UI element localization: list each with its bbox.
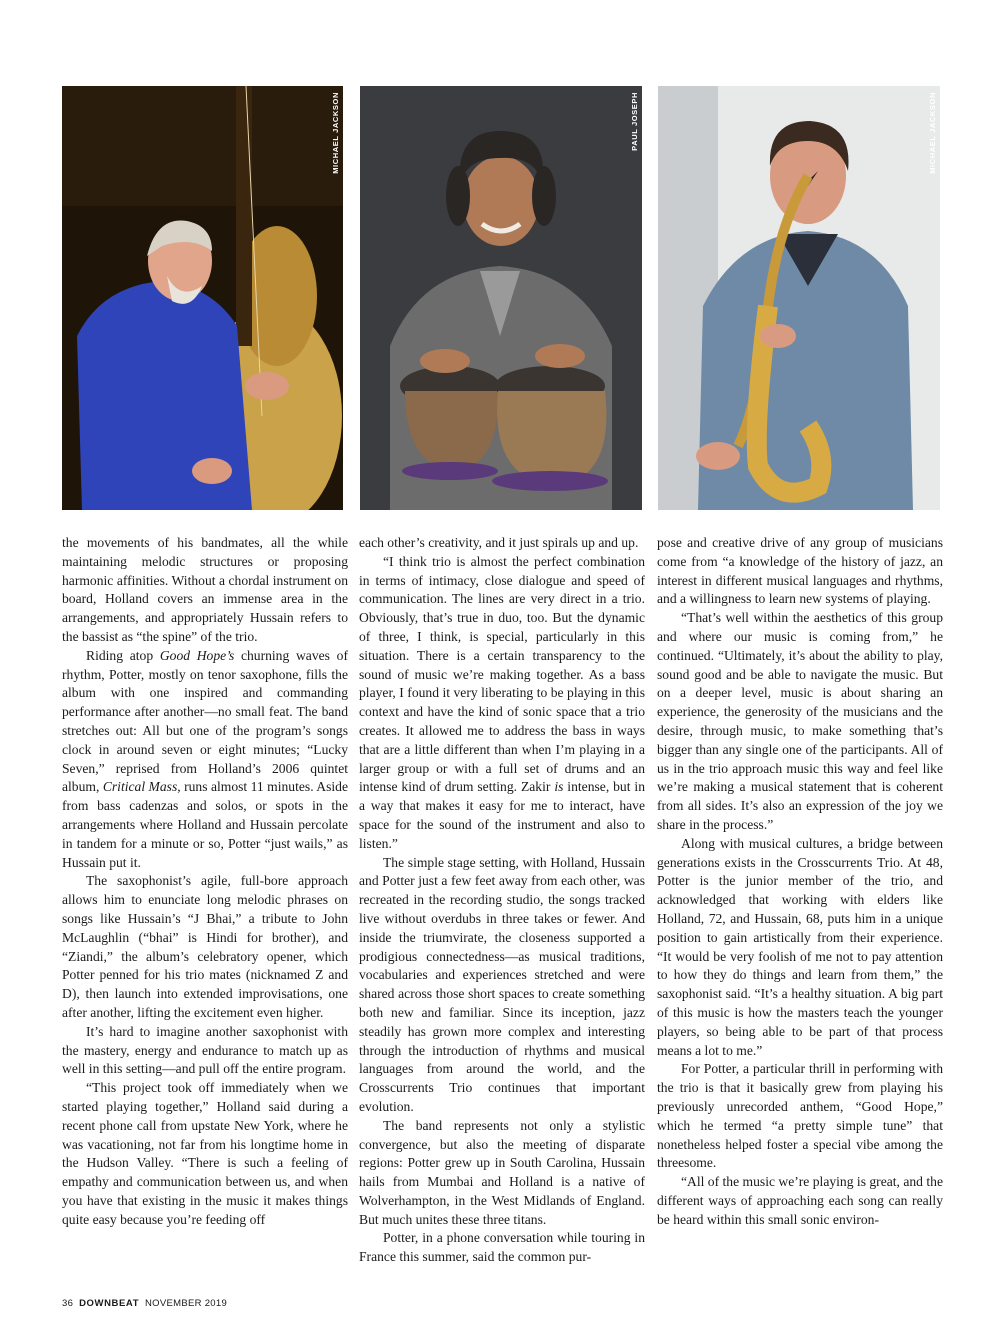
paragraph: “That’s well within the aesthetics of this group and where our music is coming from,” he continued. “Ultimately, it’s about the ability to play, sound good and be able to navigate the music. But on a deeper level, music is about sharing an experience, the generosity of the musicians and the desire, through music, to make something that’s bigger than any single one of the participants. All of us in the trio approach music this way and feel like we’re making a musical statement that is coherent from all sides. It’s also an expression of the joy we share in the process.” — [657, 610, 943, 832]
photo-credit: PAUL JOSEPH — [630, 92, 639, 151]
paragraph: “This project took off immediately when we started playing together,” Holland said during a recent phone call from upstate New York, where he was vacationing, not far from his longtime home in the Hudson Valley. “There is such a feeling of empathy and communication between us, and when you have that existing in the music it makes things quite easy because you’re feeding off — [62, 1080, 348, 1227]
article-column-3 — [657, 534, 943, 1229]
photo-tabla-player — [360, 86, 642, 510]
bassist-image — [62, 86, 343, 510]
article-column-1 — [62, 534, 348, 1229]
paragraph: the movements of his bandmates, all the while maintaining melodic structures or proposing harmonic affinities. Without a chordal instrument on board, Holland covers an immense area in the arrangements, and appropriately Hussain refers to the bassist as “the spine” of the trio. — [62, 535, 348, 644]
album-title: Critical Mass — [102, 779, 178, 795]
paragraph: It’s hard to imagine another saxophonist with the mastery, energy and endurance to match up as well in this setting—and pull off the entire program. — [62, 1023, 348, 1077]
text-run: “I think trio is almost the perfect combination in terms of intimacy, close dialogue and speed of communication. The lines are very direct in a trio. Obviously, that’s true in duo, too. But the dynamic of three, I think, is special, particularly in this situation. There is a certain transparency to the sound of music we’re making together. As a bass player, I found it very liberating to be playing in this context and have the kind of sonic space that a trio creates. It allowed me to address the bass in ways that are a little different than when I’m playing in a larger group or with a full set of drums and an intense kind of drum setting. Zakir — [359, 553, 645, 795]
paragraph: “All of the music we’re playing is great, and the different ways of approaching each song can really be heard within this small sonic environ- — [657, 1174, 943, 1227]
paragraph: The saxophonist’s agile, full-bore approach allows him to enunciate long melodic phrases on songs like Hussain’s “J Bhai,” a tribute to John McLaughlin (“bhai” is Hindi for brother), and “Ziandi,” the album’s celebratory opener, which Potter penned for his trio mates (nicknamed Z and D), then launch into extended improvisations, one after another, lifting the excitement even higher. — [62, 873, 348, 1020]
text-run: intense, but in a way that makes it easy for me to interact, have space for the sound of the instrument and also to listen.” — [359, 779, 646, 851]
paragraph: The simple stage setting, with Holland, Hussain and Potter just a few feet away from each other, was recreated in the recording studio, the songs tracked live without overdubs in three takes or fewer. And inside the triumvirate, the closeness supported a prodigious connectedness—as musical traditions, vocabularies and experiences stretched and were shared across those short spaces to create something both new and familiar. Since its inception, jazz steadily has grown more complex and interesting through the introduction of rhythms and musical languages from around the world, and the Crosscurrents Trio continues that important evolution. — [359, 854, 645, 1114]
photo-credit: MICHAEL JACKSON — [331, 92, 340, 174]
paragraph: Potter, in a phone conversation while touring in France this summer, said the common pur- — [359, 1230, 645, 1265]
paragraph: The band represents not only a stylistic convergence, but also the meeting of disparate regions: Potter grew up in South Carolina, Hussain hails from Mumbai and Holland is a native of Wolverhampton, in the West Midlands of England. But much unites these three titans. — [359, 1117, 645, 1227]
paragraph: pose and creative drive of any group of musicians come from “a knowledge of the history of jazz, an interest in different musical languages and rhythms, and a willingness to learn new systems of playing. — [657, 535, 943, 607]
paragraph — [62, 647, 348, 873]
paragraph — [359, 553, 645, 854]
page-footer — [62, 1298, 227, 1309]
page-number: 36 — [62, 1298, 74, 1309]
text-run: Riding atop — [86, 647, 160, 663]
emphasis: is — [554, 779, 564, 795]
magazine-name: DOWNBEAT — [79, 1298, 140, 1309]
photo-saxophonist — [658, 86, 940, 510]
paragraph: each other’s creativity, and it just spirals up and up. — [359, 535, 639, 550]
album-title: Good Hope’s — [159, 647, 235, 663]
text-run: , runs almost 11 minutes. Aside from bass cadenzas and solos, or spots in the arrangements where Holland and Hussain percolate in tandem for a minute or so, Potter “just wails,” as Hussain put it. — [62, 779, 349, 870]
paragraph: For Potter, a particular thrill in performing with the trio is that it basically grew from playing his previously unrecorded anthem, “Good Hope,” which he termed “a pretty simple tune” that nonetheless helped foster a special vibe among the threesome. — [657, 1061, 943, 1171]
photo-bassist — [62, 86, 343, 510]
saxophonist-image — [658, 86, 940, 510]
text-run: churning waves of rhythm, Potter, mostly on tenor saxophone, fills the album with one inspired and commanding performance after another—no small feat. The band stretches out: All but one of the program’s songs clock in around seven or eight minutes; “Lucky Seven,” reprised from Holland’s 2006 quintet album, — [62, 647, 348, 795]
article-column-2 — [359, 534, 645, 1267]
photo-credit: MICHAEL JACKSON — [928, 92, 937, 174]
issue-date: NOVEMBER 2019 — [145, 1298, 228, 1309]
paragraph: Along with musical cultures, a bridge between generations exists in the Crosscurrents Trio. At 48, Potter is the junior member of the trio, and acknowledged that working with elders like Holland, 72, and Hussain, 68, puts him in a unique position to gain artistically from their experience. “It would be very foolish of me not to pay attention to how they do things and learn from them,” the saxophonist said. “It’s a healthy situation. A big part of this music is how the masters teach the younger players, so being able to be part of that process means a lot to me.” — [657, 835, 943, 1058]
tabla-player-image — [360, 86, 642, 510]
